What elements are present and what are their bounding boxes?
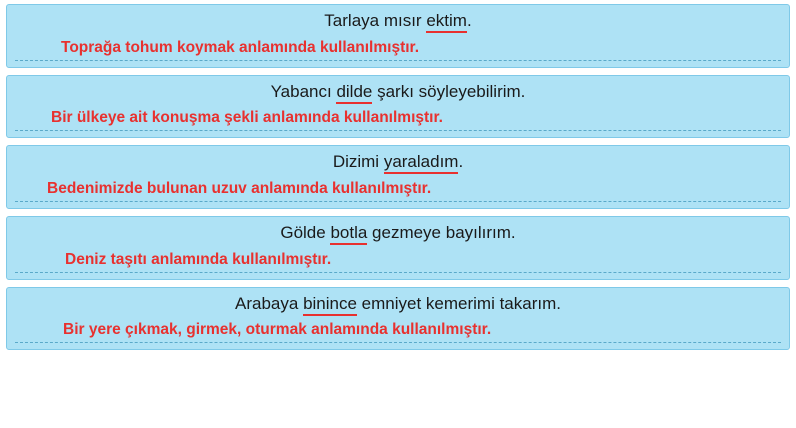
- exercise-item: [6, 216, 790, 280]
- exercise-item: [6, 287, 790, 351]
- exercise-item: [6, 75, 790, 139]
- answer-text: Deniz taşıtı anlamında kullanılmıştır.: [65, 250, 332, 268]
- sentence-text-after: .: [458, 152, 464, 172]
- sentence-text-before: Arabaya: [235, 293, 304, 313]
- sentence-text-before: Gölde: [280, 222, 331, 242]
- answer-text: Bir ülkeye ait konuşma şekli anlamında kullanılmıştır.: [51, 109, 443, 127]
- answer-text: Bedenimizde bulunan uzuv anlamında kullanılmıştır.: [47, 179, 432, 197]
- exercise-item: [6, 4, 790, 68]
- sentence-keyword: yaraladım: [384, 152, 459, 174]
- sentence-text-after: gezmeye bayılırım.: [367, 222, 516, 242]
- sentence-keyword: dilde: [336, 82, 372, 104]
- answer-text: Toprağa tohum koymak anlamında kullanılmıştır.: [61, 38, 420, 56]
- answer-text: Bir yere çıkmak, girmek, oturmak anlamında kullanılmıştır.: [63, 321, 492, 339]
- exercise-sentence: [15, 292, 781, 317]
- exercise-sentence: [15, 150, 781, 175]
- exercise-sentence: [15, 9, 781, 34]
- sentence-text-after: şarkı söyleyebilirim.: [372, 81, 526, 101]
- answer-line[interactable]: [15, 321, 781, 343]
- answer-line[interactable]: [15, 251, 781, 273]
- sentence-keyword: binince: [303, 294, 357, 316]
- exercise-item: [6, 145, 790, 209]
- exercise-sentence: [15, 221, 781, 246]
- sentence-keyword: ektim: [426, 11, 467, 33]
- exercise-sentence: [15, 80, 781, 105]
- answer-line[interactable]: [15, 180, 781, 202]
- sentence-keyword: botla: [330, 223, 367, 245]
- answer-line[interactable]: [15, 109, 781, 131]
- sentence-text-before: Yabancı: [270, 81, 337, 101]
- sentence-text-after: emniyet kemerimi takarım.: [356, 293, 561, 313]
- sentence-text-after: .: [466, 11, 472, 30]
- sentence-text-before: Dizimi: [332, 152, 384, 172]
- sentence-text-before: Tarlaya mısır: [324, 11, 427, 30]
- answer-line[interactable]: [15, 39, 781, 61]
